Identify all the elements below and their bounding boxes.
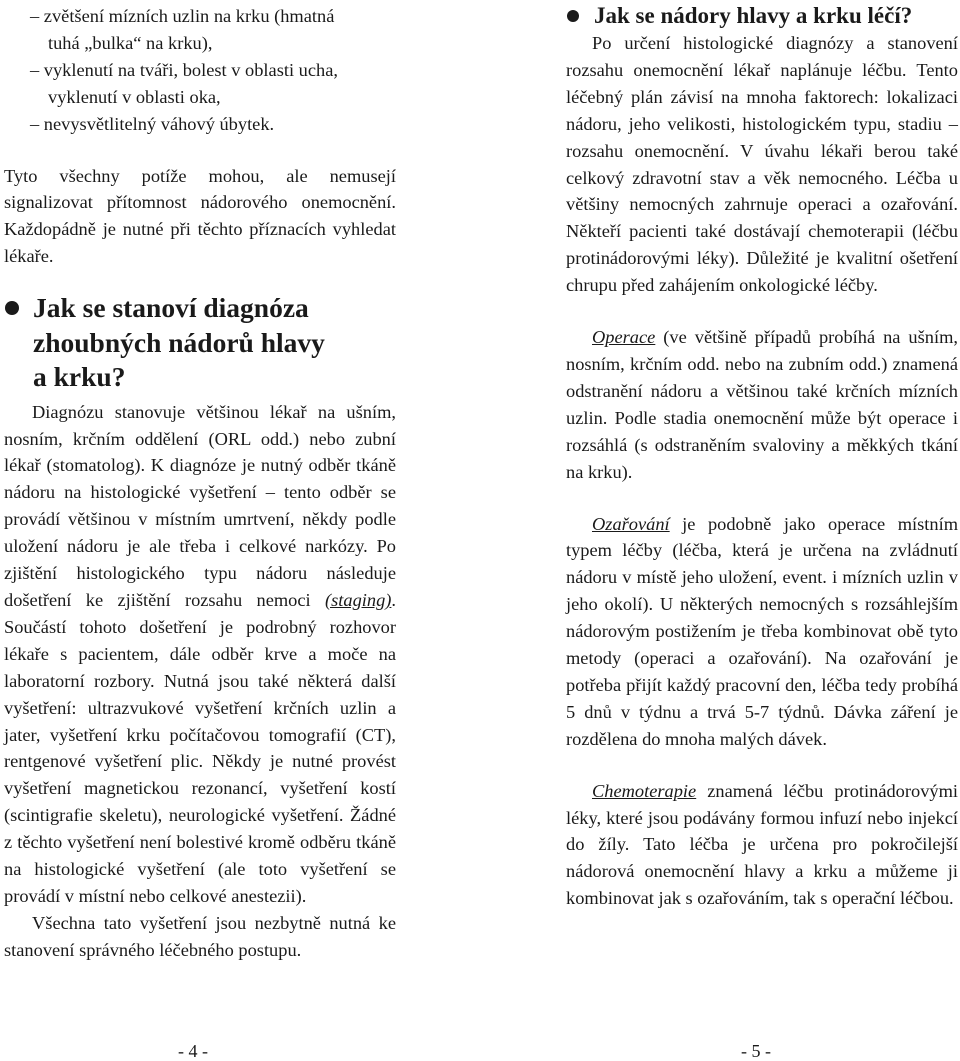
intro-paragraph: Tyto všechny potíže mohou, ale nemusejí signalizovat přítomnost nádorového onemocnění. Každopádně je nutné při těchto příznacích vyhledat lékaře. (4, 165, 396, 267)
treatment-heading (566, 3, 958, 29)
ozarovani-term: Ozařování (592, 513, 670, 534)
page-number-left: - 4 - (178, 1041, 208, 1061)
symptom-item-cont: vyklenutí v oblasti oka, (48, 86, 221, 107)
operace-term: Operace (592, 327, 656, 348)
diagnosis-paragraph (4, 399, 396, 910)
ozarovani-text: je podobně jako operace místním typem léčby (léčba, která je určena na zvládnutí nádoru v místě jeho uložení, event. i mízních uzlin v jeho okolí). U některých nemocných s rozsáhlejším nádorovým postižením je třeba kombinovat obě tyto metody (operaci a ozařování). Na ozařování je potřeba přijít každý pracovní den, léčba tedy probíhá 5 dnů v týdnu a trvá 5-7 týdnů. Dávka záření je rozdělena do mnoha malých dávek. (566, 513, 958, 749)
diagnosis-heading-line: a krku? (33, 361, 126, 393)
left-page (4, 0, 396, 964)
ozarovani-paragraph (566, 511, 958, 753)
chemo-term: Chemoterapie (592, 780, 697, 801)
staging-term: (staging) (324, 590, 392, 610)
diagnosis-heading-line: zhoubných nádorů hlavy (33, 326, 325, 358)
symptom-item: – vyklenutí na tváři, bolest v oblasti ucha, (30, 59, 338, 80)
page-number-right: - 5 - (741, 1041, 771, 1061)
symptom-item-cont: tuhá „bulka“ na krku), (48, 32, 213, 53)
diagnosis-text: Diagnózu stanovuje většinou lékař na ušním, nosním, krčním oddělení (ORL odd.) nebo zubní lékař (stomatolog). K diagnóze je nutný odběr tkáně nádoru na histologické vyšetření – tento odběr se provádí většinou v místním umrtvení, někdy podle uložení nádoru je ale třeba i celkové narkózy. Po zjištění histologického typu nádoru následuje došetření ke zjištění rozsahu nemoci (4, 401, 396, 610)
bullet-icon (567, 10, 579, 22)
symptom-item: – nevysvětlitelný váhový úbytek. (30, 113, 275, 134)
chemo-paragraph (566, 778, 958, 913)
diagnosis-text-cont: . Součástí tohoto došetření je podrobný rozhovor lékaře s pacientem, dále odběr krve a moče na laboratorní rozbory. Nutná jsou také některá další vyšetření: ultrazvukové vyšetření krčních uzlin a jater, vyšetření krku počítačovou tomografií (CT), rentgenové vyšetření plic. Někdy je nutné provést vyšetření magnetickou rezonancí, vyšetření kostí (scintigrafie skeletu), neurologické vyšetření. Žádné z těchto vyšetření není bolestivé kromě odběru tkáně na histologické vyšetření (ale toto vyšetření se provádí v místní nebo celkové anestezii). (4, 590, 396, 906)
symptom-item: – zvětšení mízních uzlin na krku (hmatná (30, 6, 335, 26)
symptom-list (4, 0, 396, 138)
treatment-intro: Po určení histologické diagnózy a stanovení rozsahu onemocnění lékař naplánuje léčbu. Tento léčebný plán závisí na mnoha faktorech: lokalizaci nádoru, jeho velikosti, histologickém typu, stadiu – rozsahu onemocnění. V úvahu lékaři berou také celkový zdravotní stav a věk nemocného. Léčba u většiny nemocných zahrnuje operaci a ozařování. Někteří pacienti také dostávají chemoterapii (léčbu protinádorovými léky). Důležité je kvalitní ošetření chrupu před zahájením onkologické léčby. (566, 33, 958, 296)
operace-text: (ve většině případů probíhá na ušním, nosním, krčním odd. nebo na zubním odd.) znamená odstranění nádoru a většinou také krčních mízních uzlin. Podle stadia onemocnění může být operace i rozsáhlá (s odstraněním svaloviny a měkkých tkání na krku). (566, 327, 958, 482)
diagnosis-closing: Všechna tato vyšetření jsou nezbytně nutná ke stanovení správného léčebného postupu. (4, 912, 396, 960)
diagnosis-heading-line: Jak se stanoví diagnóza (33, 292, 309, 324)
bullet-icon (5, 301, 19, 315)
right-page (566, 0, 958, 912)
chemo-text: znamená léčbu protinádorovými léky, které jsou podávány formou infuzí nebo injekcí do žíly. Tato léčba je určena pro pokročilejší nádorová onemocnění hlavy a krku a můžeme ji kombinovat jak s ozařováním, tak s operační léčbou. (566, 780, 958, 909)
operace-paragraph (566, 324, 958, 485)
treatment-heading-text: Jak se nádory hlavy a krku léčí? (594, 3, 913, 28)
diagnosis-heading (4, 291, 396, 395)
